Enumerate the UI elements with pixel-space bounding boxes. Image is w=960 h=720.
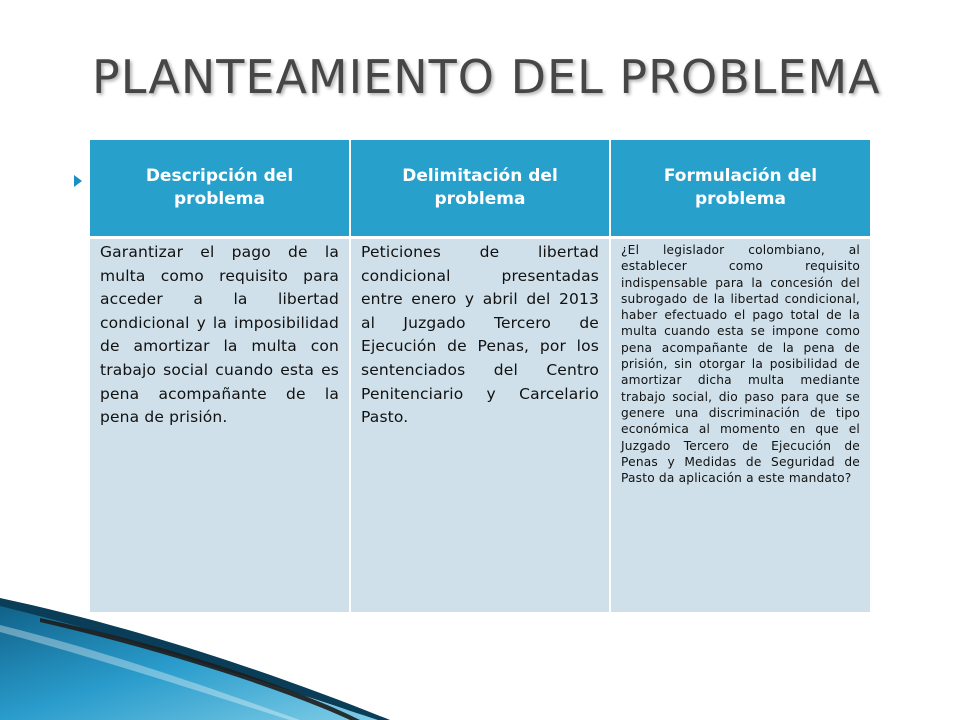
header-formulacion: Formulación del problema xyxy=(610,140,870,238)
problem-table xyxy=(90,140,870,612)
cell-descripcion xyxy=(90,238,350,613)
bullet-arrow-icon xyxy=(74,175,82,187)
delimitacion-text: Peticiones de libertad condicional presentadas entre enero y abril del 2013 al Juzgado Tercero de Ejecución de Penas, por los sentenciados del Centro Penitenciario y Carcelario Pasto. xyxy=(361,243,599,427)
header-descripcion: Descripción del problema xyxy=(90,140,350,238)
table-row xyxy=(90,238,870,613)
slide-title: PLANTEAMIENTO DEL PROBLEMA xyxy=(92,50,881,104)
cell-formulacion xyxy=(610,238,870,613)
cell-delimitacion xyxy=(350,238,610,613)
table-header-row xyxy=(90,140,870,238)
formulacion-text: ¿El legislador colombiano, al establecer como requisito indispensable para la concesión del subrogado de la libertad condicional, haber efectuado el pago total de la multa cuando esta se impone como pena acompañante de la pena de prisión, sin otorgar la posibilidad de amortizar dicha multa mediante trabajo social, dio paso para que se genere una discriminación de tipo económica al momento en que el Juzgado Tercero de Ejecución de Penas y Medidas de Seguridad de Pasto da aplicación a este mandato? xyxy=(621,243,860,486)
descripcion-text: Garantizar el pago de la multa como requisito para acceder a la libertad condicional y la imposibilidad de amortizar la multa con trabajo social cuando esta es pena acompañante de la pena de prisión. xyxy=(100,243,339,427)
header-delimitacion: Delimitación del problema xyxy=(350,140,610,238)
